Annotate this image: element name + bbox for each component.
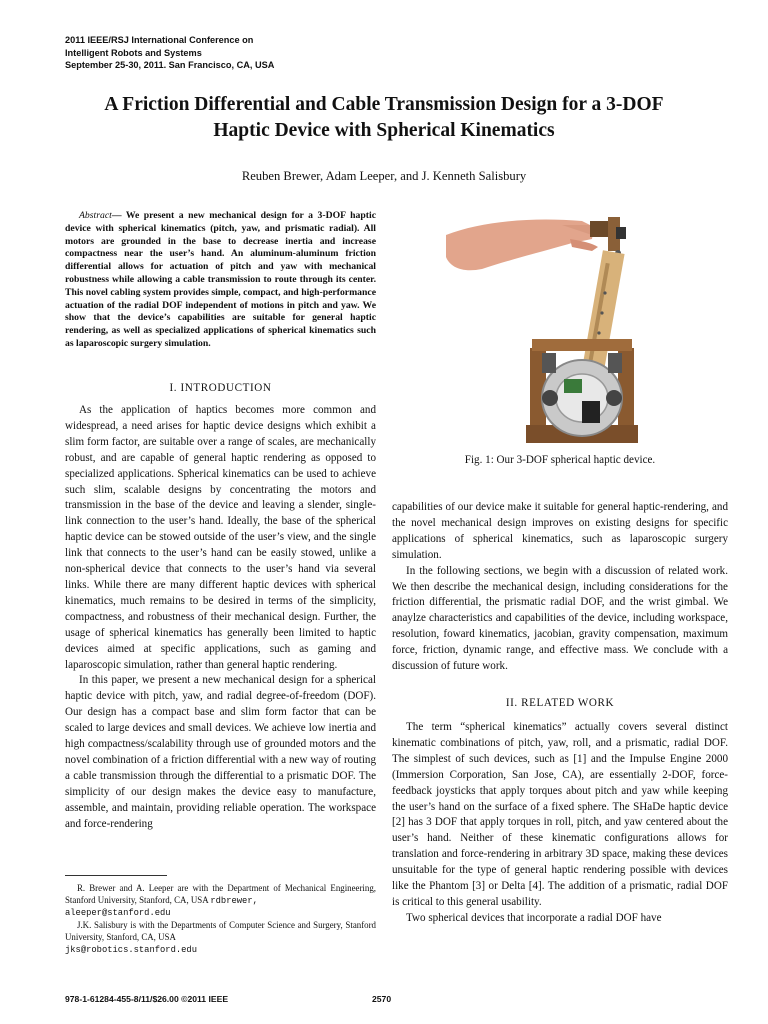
intro-paragraph-2: In this paper, we present a new mechanical design for a spherical haptic device with pitch, yaw, and radial degree-of-freedom (DOF). Our design has a compact base and slim form factor that can be scaled to large devices and small devices. We achieve low inertia and high compactness/scalability through use of grounded motors and the novel combination of a friction differential with a new way of routing a cable transmission through the differential to a prismatic DOF. The simplicity of our design makes the device easy to manufacture, assemble, and maintain, providing reliable operation. The workspace and force-rendering [65,674,376,830]
footnote-rule [65,875,167,876]
author-list: Reuben Brewer, Adam Leeper, and J. Kenneth Salisbury [241,169,527,183]
section-heading-introduction: I. INTRODUCTION [169,382,272,394]
conference-header [65,34,274,72]
right-column-related-work [392,720,728,927]
right-column-top [392,500,728,675]
footnote-2 [65,920,376,956]
paper-title [40,92,728,144]
abstract-label: Abstract [79,210,112,221]
haptic-device-illustration [442,203,662,449]
title-line-2: Haptic Device with Spherical Kinematics [213,120,555,141]
left-column-body [65,403,376,832]
section-heading-related-work: II. RELATED WORK [505,697,615,709]
footer-isbn: 978-1-61284-455-8/11/$26.00 ©2011 IEEE [65,994,229,1004]
abstract [65,210,376,351]
right-paragraph-1: capabilities of our device make it suitable for general haptic-rendering, and the novel mechanical design improves on existing designs for specific applications of spherical kinematics, such as laparoscopic surgery simulation. [392,501,728,561]
footnote-1-email-a: rdbrewer, [210,895,258,906]
footnote-1-text: R. Brewer and A. Leeper are with the Department of Mechanical Engineering, Stanford University, Stanford, CA, USA [65,883,376,905]
footnote-2-email: jks@robotics.stanford.edu [65,944,197,955]
haptic-device-photo [442,203,662,449]
footnotes [65,883,376,956]
conference-line: September 25-30, 2011. San Francisco, CA, USA [65,60,275,70]
footnote-1 [65,883,376,920]
title-line-1: A Friction Differential and Cable Transmission Design for a 3-DOF [104,94,664,115]
footnote-2-text: J.K. Salisbury is with the Departments of Computer Science and Surgery, Stanford University, Stanford, CA, USA [65,920,376,942]
page-number: 2570 [372,994,392,1004]
conference-line: Intelligent Robots and Systems [65,47,202,58]
related-work-paragraph-2: Two spherical devices that incorporate a radial DOF have [406,911,662,924]
related-work-paragraph-1: The term “spherical kinematics” actually covers several distinct kinematic combinations of pitch, yaw, roll, and a prismatic, radial DOF. The simplest of such devices, such as [1] and the Impulse Engine 2000 (Immersion Corporation, San Jose, CA), are essentially 2-DOF, force-feedback joysticks that apply torques about pitch and yaw while keeping the user’s hand on the surface of a fixed sphere. The SHaDe haptic device [2] has 3 DOF that apply torques in roll, pitch, and yaw centered about the user’s hand. Neither of these kinematic configurations allows for translation and force-rendering in arbitrary 3D space, making these devices unsuitable for the type of general haptic rendering possible with devices like the Phantom [3] or Delta [4]. The addition of a prismatic, radial DOF is critical to this general usability. [392,721,728,908]
right-paragraph-2: In the following sections, we begin with a discussion of related work. We then describe the mechanical design, including considerations for the friction differential, the prismatic radial DOF, and the wrist gimbal. We anaylze characteristics and capabilities of the device, including workspace, resolution, foward kinematics, jacobian, gravity compensation, maximum force, friction, dynamic range, and effective mass. We conclude with a discussion of future work. [392,564,728,673]
abstract-text: — We present a new mechanical design for a 3-DOF haptic device with spherical kinematics (pitch, yaw, and prismatic radial). All motors are grounded in the base to decrease inertia and increase compactness near the user’s hand. An aluminum-aluminum friction differential allows for actuation of pitch and yaw with mechanical robustness while allowing a cable transmission to route through its center. This novel cabling system provides simple, compact, and high-performance actuation of the radial DOF independent of motions in pitch and yaw. We show that the device’s capabilities are suitable for general haptic rendering, as well as specialized applications of spherical kinematics such as laparoscopic surgery simulation. [65,210,376,349]
intro-paragraph-1: As the application of haptics becomes more common and widespread, a need arises for haptic device designs which exhibit a slim form factor, are suitable over a range of scales, are mechanically robust, and are capable of general haptic rendering as opposed to specialized applications. Spherical kinematics can be used to achieve such slim, scalable designs by concentrating the motors and transmission in the base of the device and leaving a slender, single-link connection to the user’s hand. Ideally, the base of the spherical haptic device can be stowed outside of the user’s view, and the single link that connects to the user’s hand can be easily stowed, unlike a non-spherical device that connects to the user’s hand via several links. While there are many different haptic devices with spherical kinematics, much remains to be desired in terms of the simplicity, compactness, and robustness of their mechanical design. Further, the usage of spherical kinematics has generally been limited to haptic devices aimed at specific applications, such as gaming and laparoscopic simulation, rather than general haptic rendering. [65,404,376,671]
conference-line: 2011 IEEE/RSJ International Conference on [65,35,254,45]
figure-caption: Fig. 1: Our 3-DOF spherical haptic device. [464,454,656,466]
footnote-1-email-b: aleeper@stanford.edu [65,908,171,919]
